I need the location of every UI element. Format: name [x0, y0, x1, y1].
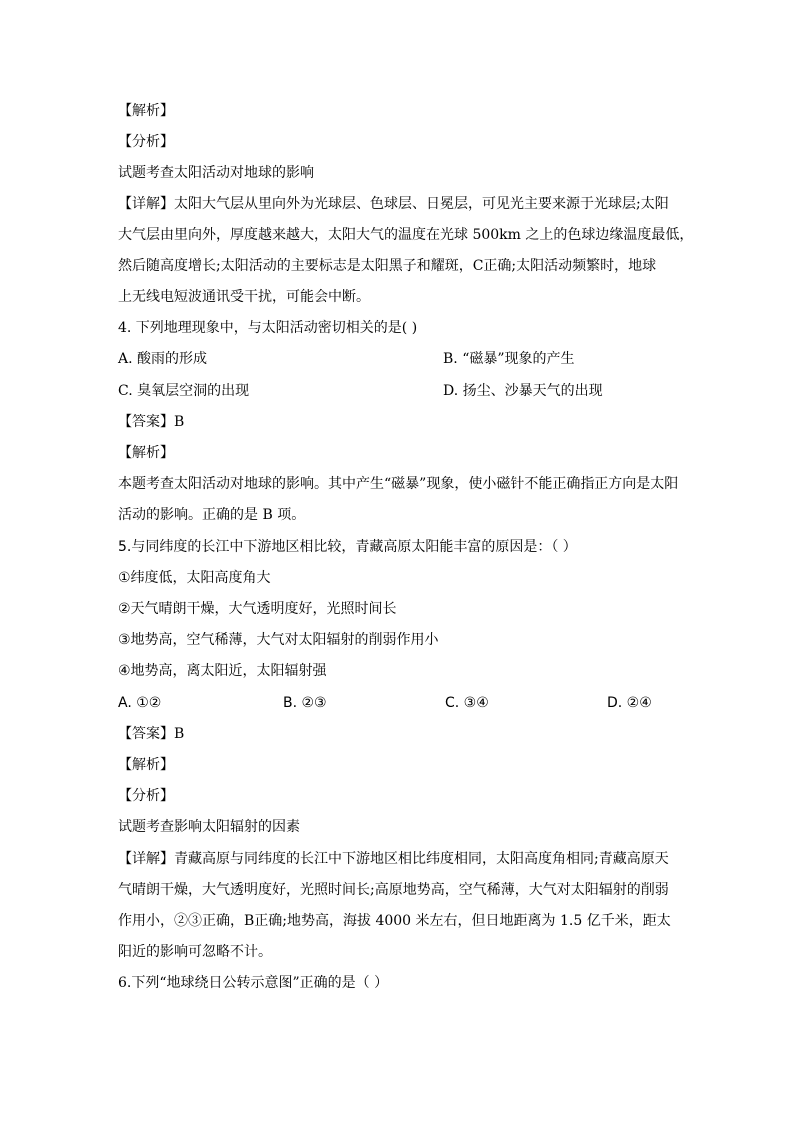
question-5-item-1: ①纬度低，太阳高度角大: [118, 570, 271, 586]
question-4-option-d: D. 扬尘、沙暴天气的出现: [443, 383, 603, 399]
question-5-item-4: ④地势高，离太阳近，太阳辐射强: [118, 663, 327, 679]
question-5-item-3: ③地势高，空气稀薄，大气对太阳辐射的削弱作用小: [118, 632, 439, 648]
explanation-line: 阳近的影响可忽略不计。: [118, 944, 272, 960]
explanation-line: 然后随高度增长;太阳活动的主要标志是太阳黑子和耀斑，C正确;太阳活动频繁时，地球: [118, 258, 657, 274]
answer-label: 【答案】B: [118, 726, 185, 742]
explanation-line: 本题考查太阳活动对地球的影响。其中产生“磁暴”现象，使小磁针不能正确指正方向是太阳: [118, 476, 679, 492]
explanation-line: 【详解】太阳大气层从里向外为光球层、色球层、日冕层，可见光主要来源于光球层;太阳: [118, 196, 669, 212]
analysis-text: 试题考查太阳活动对地球的影响: [118, 165, 314, 181]
explanation-line: 【详解】青藏高原与同纬度的长江中下游地区相比纬度相同，太阳高度角相同;青藏高原天: [118, 851, 669, 867]
section-label-analysis: 【解析】: [118, 103, 174, 119]
question-5-option-d: D. ②④: [607, 695, 652, 711]
question-4: 4. 下列地理现象中，与太阳活动密切相关的是( ): [118, 320, 418, 336]
answer-label: 【答案】B: [118, 414, 185, 430]
question-5-option-b: B. ②③: [283, 695, 327, 711]
question-5-option-c: C. ③④: [445, 695, 489, 711]
section-label-analysis: 【解析】: [118, 445, 174, 461]
question-4-option-b: B. “磁暴”现象的产生: [443, 351, 575, 367]
section-label-analysis: 【解析】: [118, 757, 174, 773]
question-6: 6.下列“地球绕日公转示意图”正确的是（ ）: [118, 975, 389, 991]
question-5: 5.与同纬度的长江中下游地区相比较，青藏高原太阳能丰富的原因是：（ ）: [118, 539, 577, 555]
explanation-line: 上无线电短波通讯受干扰，可能会中断。: [118, 289, 370, 305]
question-5-item-2: ②天气晴朗干燥，大气透明度好，光照时间长: [118, 601, 397, 617]
question-4-option-c: C. 臭氧层空洞的出现: [118, 383, 250, 399]
section-label-analysis-sub: 【分析】: [118, 134, 174, 150]
explanation-line: 气晴朗干燥，大气透明度好，光照时间长;高原地势高，空气稀薄，大气对太阳辐射的削弱: [118, 882, 669, 898]
question-4-option-a: A. 酸雨的形成: [118, 351, 208, 367]
explanation-line: 作用小，②③正确，B正确;地势高，海拔 4000 米左右，但日地距离为 1.5 亿千米，距太: [118, 913, 671, 929]
explanation-line: 大气层由里向外，厚度越来越大，太阳大气的温度在光球 500km 之上的色球边缘温度最低，: [118, 227, 694, 243]
question-5-option-a: A. ①②: [118, 695, 162, 711]
section-label-analysis-sub: 【分析】: [118, 788, 174, 804]
analysis-text: 试题考查影响太阳辐射的因素: [118, 819, 300, 835]
explanation-line: 活动的影响。正确的是 B 项。: [118, 507, 306, 523]
